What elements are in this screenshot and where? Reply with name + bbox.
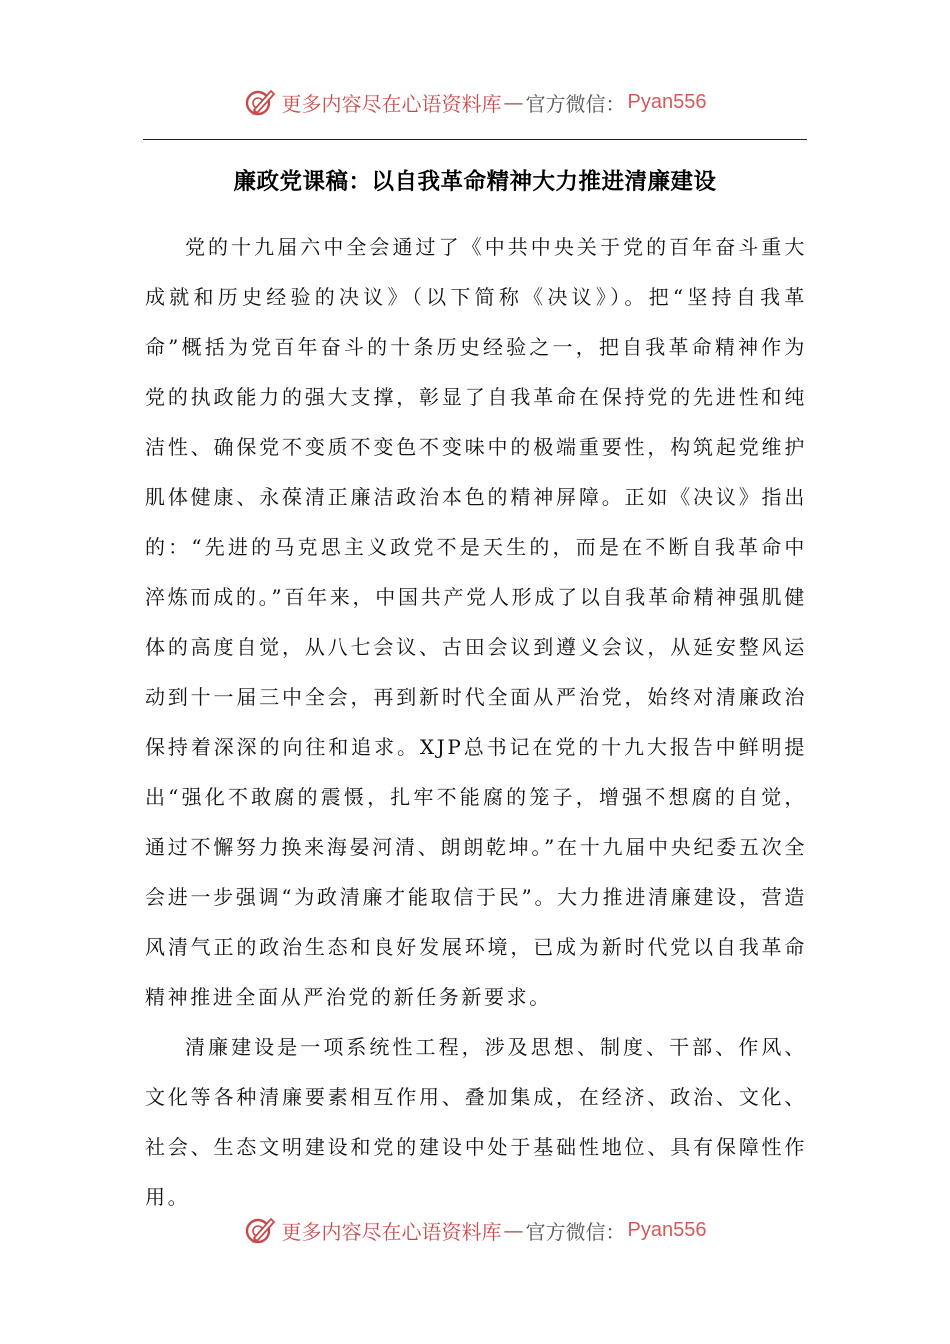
- paragraph: 党的十九届六中全会通过了《中共中央关于党的百年奋斗重大成就和历史经验的决议》（以下简称《决议》）。把“坚持自我革命”概括为党百年奋斗的十条历史经验之一，把自我革命精神作为党的执政能力的强大支撑，彰显了自我革命在保持党的先进性和纯洁性、确保党不变质不变色不变味中的极端重要性，构筑起党维护肌体健康、永葆清正廉洁政治本色的精神屏障。正如《决议》指出的：“先进的马克思主义政党不是天生的，而是在不断自我革命中淬炼而成的。”百年来，中国共产党人形成了以自我革命精神强肌健体的高度自觉，从八七会议、古田会议到遵义会议，从延安整风运动到十一届三中全会，再到新时代全面从严治党，始终对清廉政治保持着深深的向往和追求。XJP总书记在党的十九大报告中鲜明提出“强化不敢腐的震慑，扎牢不能腐的笼子，增强不想腐的自觉，通过不懈努力换来海晏河清、朗朗乾坤。”在十九届中央纪委五次全会进一步强调“为政清廉才能取信于民”。大力推进清廉建设，营造风清气正的政治生态和良好发展环境，已成为新时代党以自我革命精神推进全面从严治党的新任务新要求。: [145, 235, 807, 1009]
- footer-banner: [0, 1208, 950, 1252]
- header-divider: [143, 139, 807, 140]
- document-title: 廉政党课稿：以自我革命精神大力推进清廉建设: [233, 169, 717, 195]
- banner-official-label: 官方微信：: [525, 91, 626, 116]
- header-banner: [0, 80, 950, 124]
- banner-slogan: 更多内容尽在心语资料库: [281, 91, 502, 116]
- banner-separator: —: [503, 1218, 524, 1242]
- banner-official-label: 官方微信：: [525, 1219, 626, 1244]
- banner-slogan: 更多内容尽在心语资料库: [281, 1219, 502, 1244]
- paragraph: 清廉建设是一项系统性工程，涉及思想、制度、干部、作风、文化等各种清廉要素相互作用、叠加集成，在经济、政治、文化、社会、生态文明建设和党的建设中处于基础性地位、具有保障性作用。: [145, 1035, 807, 1209]
- banner-separator: —: [503, 90, 524, 114]
- banner-wechat-id: Pyan556: [627, 90, 707, 113]
- banner-wechat-id: Pyan556: [627, 1218, 707, 1241]
- pen-circle-logo-icon: [244, 1214, 276, 1246]
- pen-circle-logo-icon: [244, 86, 276, 118]
- document-body: [145, 222, 807, 1222]
